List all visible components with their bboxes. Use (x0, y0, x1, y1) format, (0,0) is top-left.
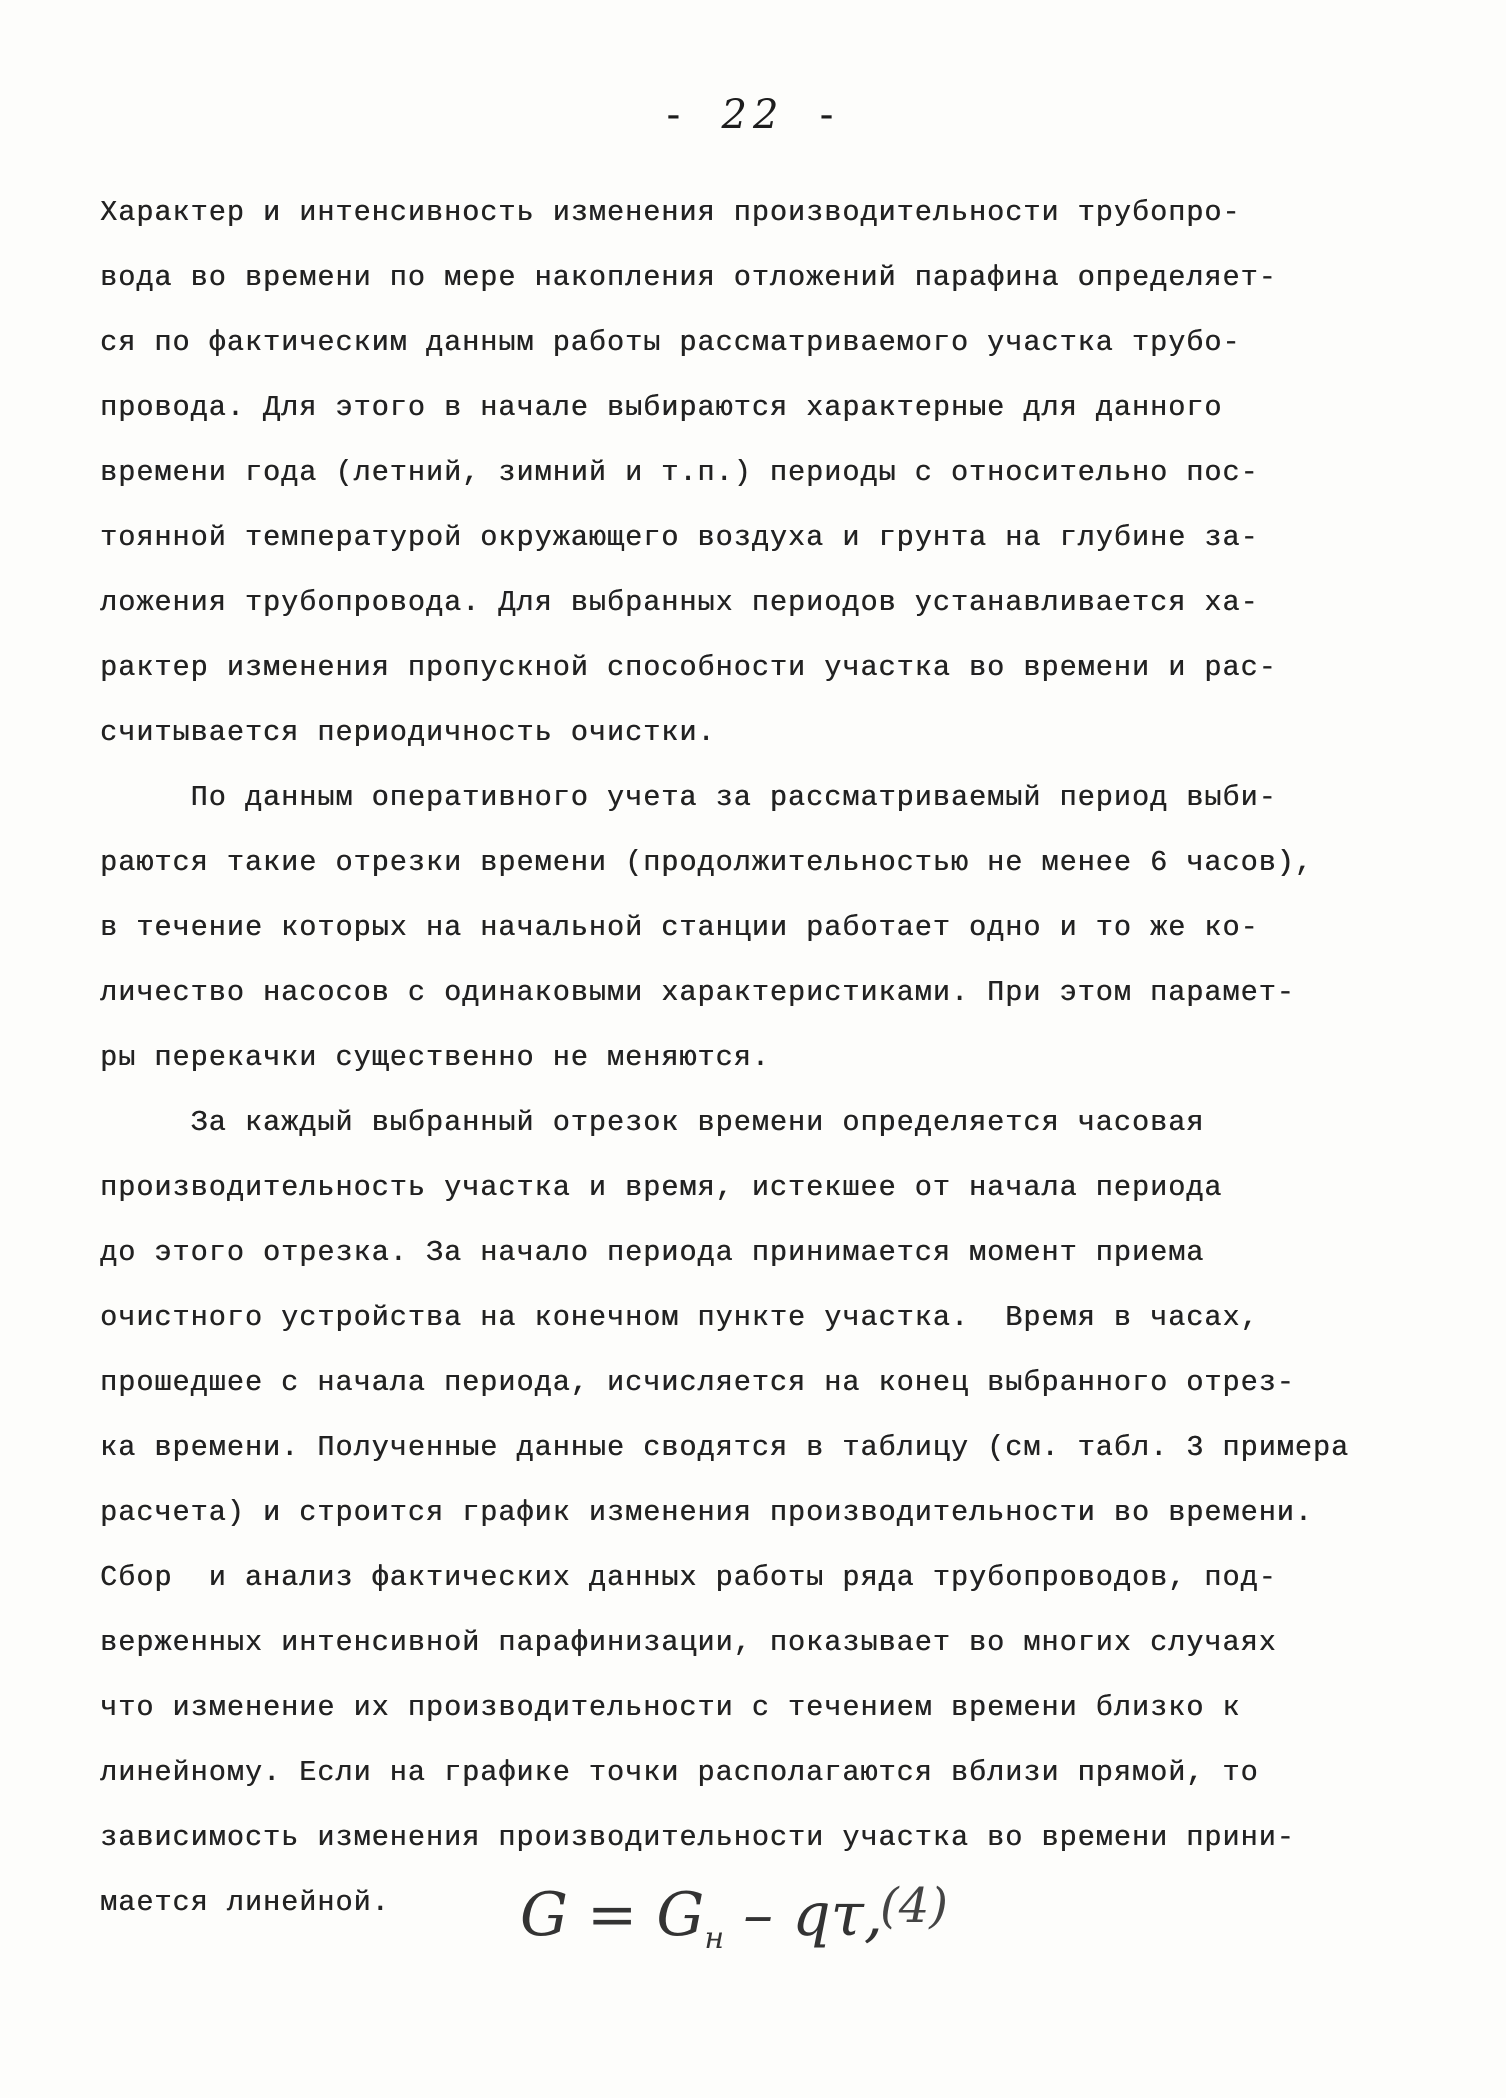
text-line: ся по фактическим данным работы рассматриваемого участка трубо- (100, 326, 1241, 359)
formula-g-subscript: н (704, 1921, 725, 1956)
text-line: личество насосов с одинаковыми характеристиками. При этом парамет- (100, 976, 1295, 1009)
formula-lhs: G (520, 1880, 568, 1950)
text-line: Характер и интенсивность изменения производительности трубопро- (100, 196, 1241, 229)
text-line: За каждый выбранный отрезок времени определяется часовая (100, 1106, 1205, 1139)
text-line: до этого отрезка. За начало периода принимается момент приема (100, 1236, 1205, 1269)
text-line: линейному. Если на графике точки располагаются вблизи прямой, то (100, 1756, 1259, 1789)
text-line: тоянной температурой окружающего воздуха и грунта на глубине за- (100, 521, 1259, 554)
formula-equals: = (587, 1880, 638, 1950)
text-line: верженных интенсивной парафинизации, показывает во многих случаях (100, 1626, 1277, 1659)
text-line: очистного устройства на конечном пункте участка. Время в часах, (100, 1301, 1259, 1334)
text-line: ка времени. Полученные данные сводятся в таблицу (см. табл. 3 примера (100, 1431, 1350, 1464)
text-line: производительность участка и время, истекшее от начала периода (100, 1171, 1223, 1204)
page-number: 22 (721, 92, 785, 138)
text-line: считывается периодичность очистки. (100, 716, 716, 749)
text-line: ложения трубопровода. Для выбранных периодов устанавливается ха- (100, 586, 1259, 619)
text-line: рактер изменения пропускной способности участка во времени и рас- (100, 651, 1277, 684)
page-number-header (0, 92, 1506, 138)
text-line: вода во времени по мере накопления отложений парафина определяет- (100, 261, 1277, 294)
body-text (100, 180, 1400, 1935)
page-number-dash-left: - (661, 92, 692, 138)
text-line: зависимость изменения производительности участка во времени прини- (100, 1821, 1295, 1854)
text-line: ры перекачки существенно не меняются. (100, 1041, 770, 1074)
text-line: что изменение их производительности с течением времени близко к (100, 1691, 1241, 1724)
handwritten-formula (520, 1880, 883, 1956)
text-line: прошедшее с начала периода, исчисляется на конец выбранного отрез- (100, 1366, 1295, 1399)
formula-minus-term: – qτ, (743, 1880, 883, 1950)
text-line: раются такие отрезки времени (продолжительностью не менее 6 часов), (100, 846, 1313, 879)
text-line: По данным оперативного учета за рассматриваемый период выби- (100, 781, 1277, 814)
text-line: провода. Для этого в начале выбираются характерные для данного (100, 391, 1223, 424)
formula-number: (4) (880, 1878, 948, 1934)
text-line: расчета) и строится график изменения производительности во времени. (100, 1496, 1313, 1529)
formula-g-symbol: G (656, 1880, 705, 1950)
text-line: Сбор и анализ фактических данных работы ряда трубопроводов, под- (100, 1561, 1277, 1594)
text-line: мается линейной. (100, 1886, 390, 1919)
page-number-dash-right: - (814, 92, 845, 138)
text-line: времени года (летний, зимний и т.п.) периоды с относительно пос- (100, 456, 1259, 489)
text-line: в течение которых на начальной станции работает одно и то же ко- (100, 911, 1259, 944)
